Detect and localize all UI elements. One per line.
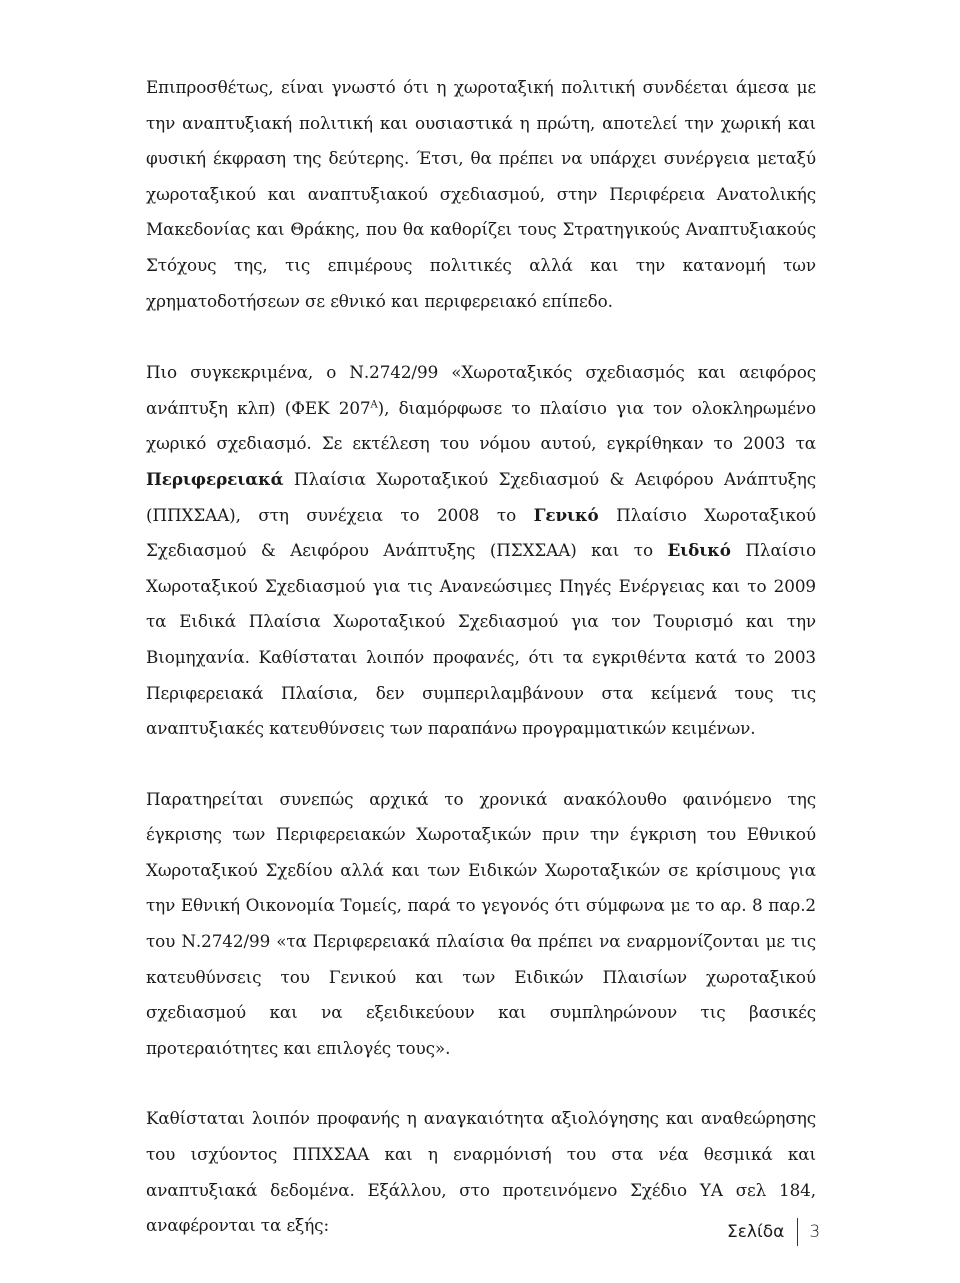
text-run: Επιπροσθέτως, είναι γνωστό ότι η χωροταξική πολιτική συνδέεται άμεσα με την αναπτυξιακή πολιτική και ουσιαστικά η πρώτη, αποτελεί την χωρική και φυσική έκφραση της δεύτερης. Έτσι, θα πρέπει να υπάρχει συνέργεια μεταξύ χωροταξικού και αναπτυξιακού σχεδιασμού, στην Περιφέρεια Ανατολικής Μακεδονίας και Θράκης, που θα καθορίζει τους Στρατηγικούς Αναπτυξιακούς Στόχους της, τις επιμέρους πολιτικές αλλά και την κατανομή των χρηματοδοτήσεων σε εθνικό και περιφερειακό επίπεδο. [146, 77, 816, 311]
page-footer [727, 1214, 820, 1250]
text-run: Παρατηρείται συνεπώς αρχικά το χρονικά ανακόλουθο φαινόμενο της έγκρισης των Περιφερειακών Χωροταξικών πριν την έγκριση του Εθνικού Χωροταξικού Σχεδίου αλλά και των Ειδικών Χωροταξικών σε κρίσιμους για την Εθνική Οικονομία Τομείς, παρά το γεγονός ότι σύμφωνα με το αρ. 8 παρ.2 του Ν.2742/99 «τα Περιφερειακά πλαίσια θα πρέπει να εναρμονίζονται με τις κατευθύνσεις του Γενικού και των Ειδικών Πλαισίων χωροταξικού σχεδιασμού και να εξειδικεύουν και συμπληρώνουν τις βασικές προτεραιότητες και επιλογές τους». [146, 788, 816, 1058]
text-run: Πιο συγκεκριμένα, ο Ν.2742/99 «Χωροταξικός σχεδιασμός και αειφόρος ανάπτυξη κλπ) (ΦΕΚ 207 [146, 362, 816, 418]
text-run: ), διαμόρφωσε το πλαίσιο για τον ολοκληρωμένο χωρικό σχεδιασμό. Σε εκτέλεση του νόμου αυτού, εγκρίθηκαν το 2003 τα [146, 397, 816, 454]
bold-term: Γενικό [533, 504, 599, 525]
document-body [146, 70, 816, 1244]
paragraph-1 [146, 70, 816, 319]
text-run: Πλαίσιο Χωροταξικού Σχεδιασμού για τις Ανανεώσιμες Πηγές Ενέργειας και το 2009 τα Ειδικά Πλαίσια Χωροταξικού Σχεδιασμού για τον Τουρισμό και την Βιομηχανία. Καθίσταται λοιπόν προφανές, ότι τα εγκριθέντα κατά το 2003 Περιφερειακά Πλαίσια, δεν συμπεριλαμβάνουν στα κείμενά τους τις αναπτυξιακές κατευθύνσεις των παραπάνω προγραμματικών κειμένων. [146, 540, 816, 739]
text-run: Καθίσταται λοιπόν προφανής η αναγκαιότητα αξιολόγησης και αναθεώρησης του ισχύοντος ΠΠΧΣΑΑ και η εναρμόνισή του στα νέα θεσμικά και αναπτυξιακά δεδομένα. Εξάλλου, στο προτεινόμενο Σχέδιο ΥΑ σελ 184, αναφέρονται τα εξής: [146, 1108, 816, 1236]
page-label: Σελίδα [727, 1222, 785, 1242]
bold-term: Ειδικό [667, 540, 731, 561]
paragraph-2 [146, 355, 816, 747]
footer-separator [797, 1218, 798, 1246]
text-run: Πλαίσιο Χωροταξικού Σχεδιασμού & Αειφόρου Ανάπτυξης (ΠΣΧΣΑΑ) και το [146, 504, 816, 561]
page-number: 3 [809, 1222, 821, 1242]
superscript: Α [370, 399, 378, 411]
bold-term: Περιφερειακά [146, 468, 284, 489]
paragraph-3 [146, 782, 816, 1067]
paragraph-4 [146, 1101, 816, 1243]
text-run: Πλαίσια Χωροταξικού Σχεδιασμού & Αειφόρου Ανάπτυξης (ΠΠΧΣΑΑ), στη συνέχεια το 2008 το [146, 468, 816, 525]
